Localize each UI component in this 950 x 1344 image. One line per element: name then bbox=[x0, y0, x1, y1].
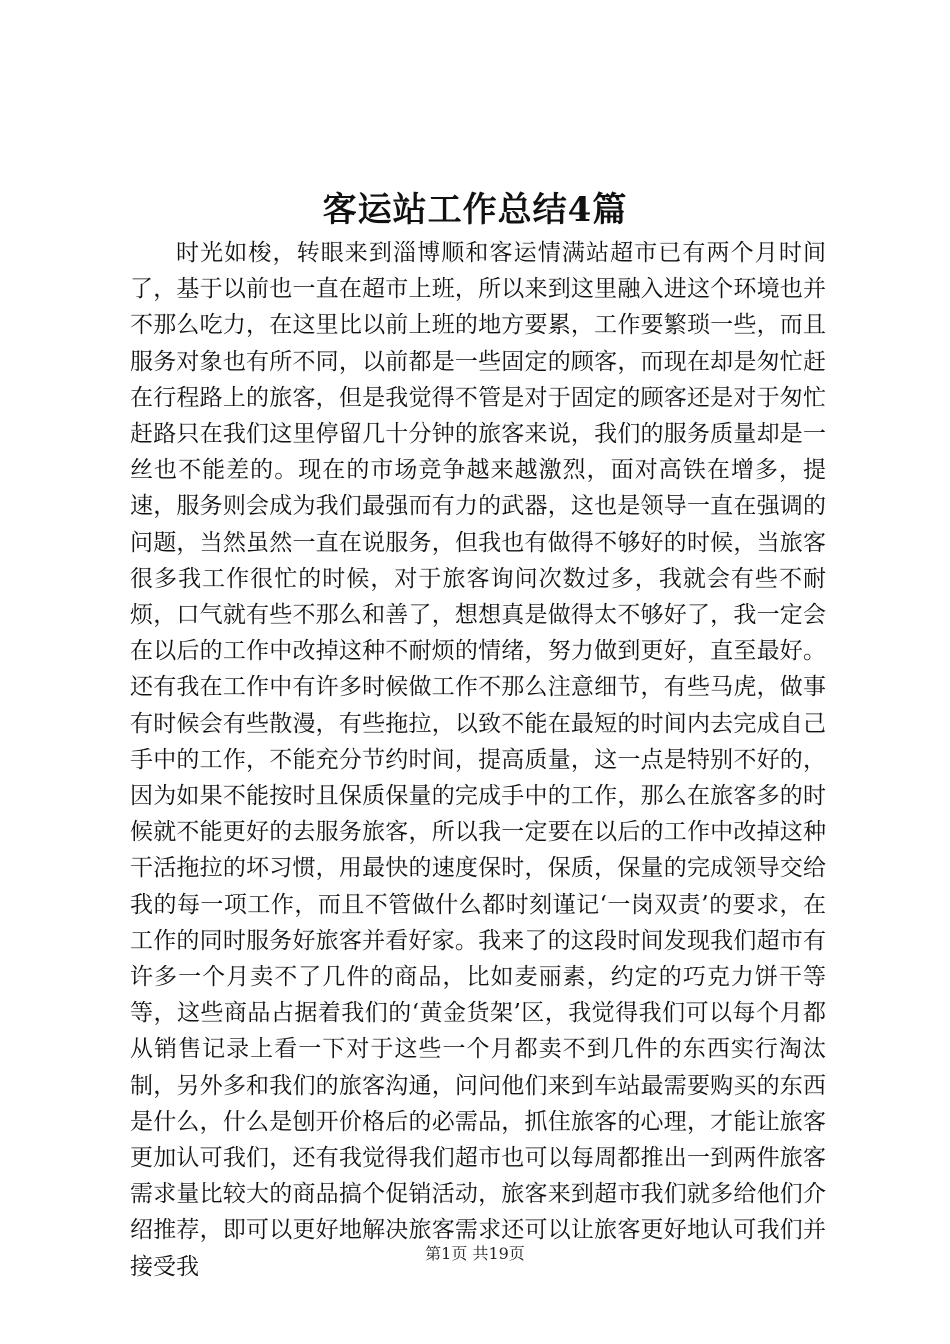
page-number-footer: 第1页 共19页 bbox=[425, 1244, 525, 1263]
body-paragraph: 时光如梭，转眼来到淄博顺和客运情满站超市已有两个月时间了，基于以前也一直在超市上班，所以来到这里融入进这个环境也并不那么吃力，在这里比以前上班的地方要累，工作要繁琐一些，而且服务对象也有所不同，以前都是一些固定的顾客，而现在却是匆忙赶在行程路上的旅客，但是我觉得不管是对于固定的顾客还是对于匆忙赶路只在我们这里停留几十分钟的旅客来说，我们的服务质量却是一丝也不能差的。现在的市场竞争越来越激烈，面对高铁在增多，提速，服务则会成为我们最强而有力的武器，这也是领导一直在强调的问题，当然虽然一直在说服务，但我也有做得不够好的时候，当旅客很多我工作很忙的时候，对于旅客询问次数过多，我就会有些不耐烦，口气就有些不那么和善了，想想真是做得太不够好了，我一定会在以后的工作中改掉这种不耐烦的情绪，努力做到更好，直至最好。还有我在工作中有许多时候做工作不那么注意细节，有些马虎，做事有时候会有些散漫，有些拖拉，以致不能在最短的时间内去完成自己手中的工作，不能充分节约时间，提高质量，这一点是特别不好的，因为如果不能按时且保质保量的完成手中的工作，那么在旅客多的时候就不能更好的去服务旅客，所以我一定要在以后的工作中改掉这种干活拖拉的坏习惯，用最快的速度保时，保质，保量的完成领导交给我的每一项工作，而且不管做什么都时刻谨记‘一岗双责’的要求，在工作的同时服务好旅客并看好家。我来了的这段时间发现我们超市有许多一个月卖不了几件的商品，比如麦丽素，约定的巧克力饼干等等，这些商品占据着我们的‘黄金货架’区，我觉得我们可以每个月都从销售记录上看一下对于这些一个月都卖不到几件的东西实行淘汰制，另外多和我们的旅客沟通，问问他们来到车站最需要购买的东西是什么，什么是刨开价格后的必需品，抓住旅客的心理，才能让旅客更加认可我们，还有我觉得我们超市也可以每周都推出一到两件旅客需求量比较大的商品搞个促销活动，旅客来到超市我们就多给他们介绍推荐，即可以更好地解决旅客需求还可以让旅客更好地认可我们并接受我 bbox=[130, 240, 826, 1280]
document-title: 客运站工作总结4篇 bbox=[322, 190, 628, 230]
